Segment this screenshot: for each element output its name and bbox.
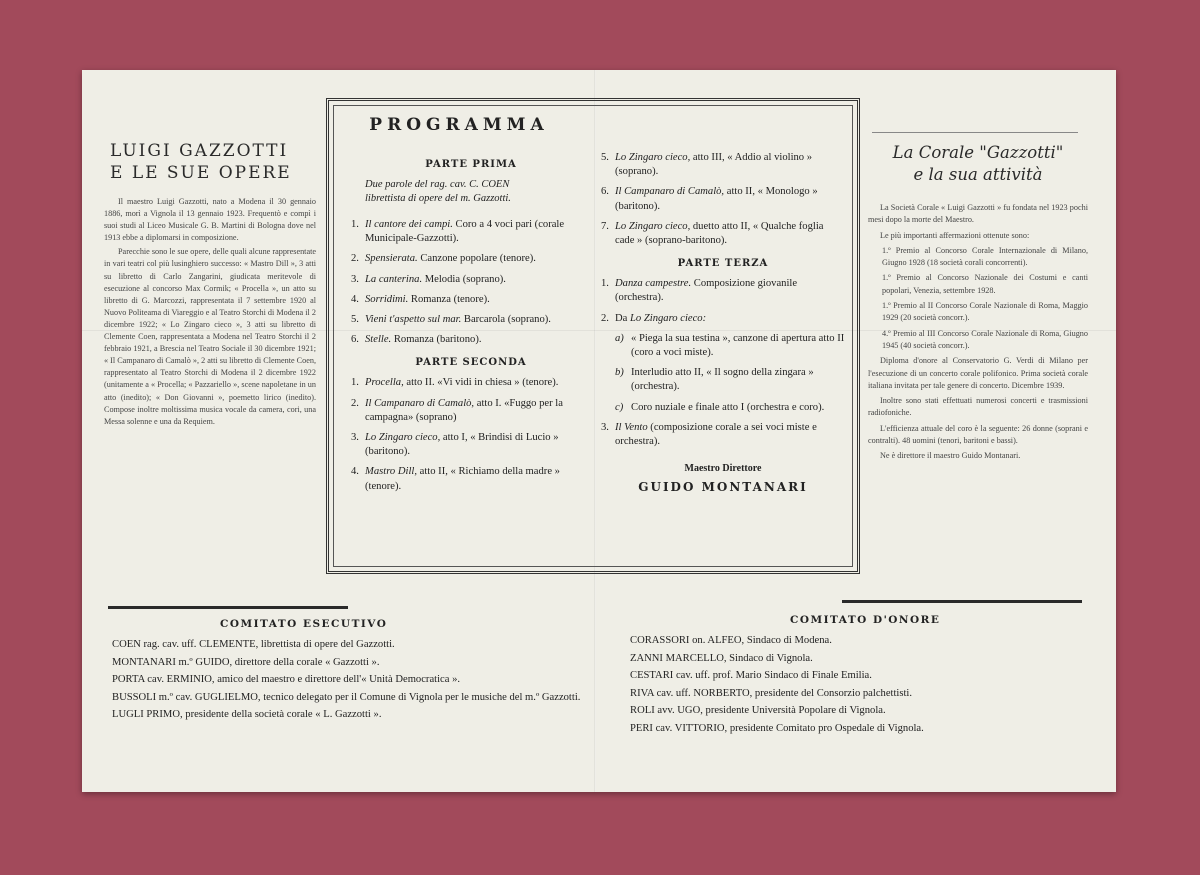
list-item: 3. La canterina. Melodia (soprano). [351, 273, 506, 285]
comitato-esecutivo-title: COMITATO ESECUTIVO [220, 618, 388, 630]
list-item: 5. Lo Zingaro cieco, atto III, « Addio al violino » (soprano). [601, 152, 813, 178]
list-item: 1. Procella, atto II. «Vi vidi in chiesa » (tenore). [351, 377, 559, 389]
programma-box [326, 98, 860, 574]
list-item: CESTARI cav. uff. prof. Mario Sindaco di Finale Emilia. [630, 670, 872, 682]
list-item: CORASSORI on. ALFEO, Sindaco di Modena. [630, 635, 832, 646]
program-sheet [82, 70, 1116, 792]
list-item: 1. Il cantore dei campi. Coro a 4 voci pari (corale Municipale-Gazzotti). [351, 219, 565, 245]
prize-item: 1.º Premio al II Concorso Corale Nazionale di Roma, Maggio 1929 (20 società concorr.). [882, 301, 1088, 323]
list-item: ROLI avv. UGO, presidente Università Popolare di Vignola. [630, 705, 886, 717]
comitato-onore-list [630, 632, 1100, 738]
comitato-onore-title: COMITATO D'ONORE [790, 614, 941, 626]
prize-item: 1.º Premio al Concorso Corale Internazionale di Milano, Giugno 1928 (18 società corali concorrenti). [882, 245, 1088, 268]
list-item: 3. Il Vento (composizione corale a sei voci miste e orchestra). [601, 421, 817, 448]
parte-terza-heading: PARTE TERZA [677, 258, 769, 270]
list-item: a) « Piega la sua testina », canzone di apertura atto II (coro a voci miste). [615, 332, 845, 359]
parte-prima-heading: PARTE PRIMA [425, 159, 517, 170]
biography-paragraph: Parecchie sono le sue opere, delle quali alcune rappresentate in vari teatri col più lusinghiero successo: « Mastro Dill », 3 atti su libretto di Carlo Zangarini, giudicata meritevole di esecuzione al concorso Max Cormik; « Procella », un atto su libretto di G. Marcozzi, rappresentata il 7 settembre 1920 al Nuovo Politeama di Viareggio e al Teatro Storchi di Modena il 2 dicembre 1922; « Lo Zingaro cieco », 3 atti su libretto di Clemente Coen, rappresentata a Modena nel Teatro Storchi il 2 febbraio 1921, a Brescia nel Teatro Sociale il 30 dicembre 1921; « Il Campanaro di Camalò », 2 atti su libretto di Clemente Coen, rappresentato al Teatro Storchi di Modena il 2 dicembre 1922 (unitamente a « Procella; « Pazzariello », scene napoletane in un atto (inedito); « Don Giovanni », poemetto lirico (inedito). Compose inoltre moltissima musica vocale da camera, cori, una Messa solenne e una da Requiem. [104, 247, 316, 426]
list-item: MONTANARI m.º GUIDO, direttore della corale « Gazzotti ». [112, 656, 380, 668]
corale-title: La Corale "Gazzotti" e la sua attività [892, 143, 1064, 184]
list-item: PORTA cav. ERMINIO, amico del maestro e direttore dell'« Unità Democratica ». [112, 674, 461, 686]
list-item: ZANNI MARCELLO, Sindaco di Vignola. [630, 652, 813, 664]
programma-left-column [351, 153, 591, 500]
parte-seconda-heading: PARTE SECONDA [415, 357, 527, 369]
list-item: PERI cav. VITTORIO, presidente Comitato pro Ospedale di Vignola. [630, 722, 924, 734]
biography-paragraph: Il maestro Luigi Gazzotti, nato a Modena il 30 gennaio 1886, morì a Vignola il 13 gennaio 1923. Frequentò e compì i suoi studi al Liceo Musicale G. B. Martini di Bologna dove nel 1913 ebbe a diplomarsi in composizione. [104, 197, 316, 243]
list-item: 5. Vieni t'aspetto sul mar. Barcarola (soprano). [351, 314, 551, 326]
biography-text [104, 196, 316, 428]
parte-prima-intro: Due parole del rag. cav. C. COEN librettista di opere del m. Gazzotti. [365, 179, 511, 204]
list-item: BUSSOLI m.º cav. GUGLIELMO, tecnico delegato per il Comune di Vignola per le musiche del m.º Gazzotti. [112, 691, 581, 703]
list-item: 6. Il Campanaro di Camalò, atto II, « Monologo » (baritono). [601, 186, 818, 212]
list-item: b) Interludio atto II, « Il sogno della zingara » (orchestra). [615, 367, 814, 393]
list-item: LUGLI PRIMO, presidente della società corale « L. Gazzotti ». [112, 709, 382, 721]
list-item: 2. Il Campanaro di Camalò, atto I. «Fuggo per la campagna» (soprano) [351, 397, 563, 423]
corale-text: La Società Corale « Luigi Gazzotti » fu fondata nel 1923 pochi mesi dopo la morte del Maestro. Le più importanti affermazioni ottenute sono: 1.º Premio al Concorso Corale Internazionale di Milano, Giugno 1928 (18 società corali concorrenti). 1.º Premio al Concorso Nazionale dei Costumi e canti popolari, Venezia, settembre 1928. 1.º Premio al II Concorso Corale Nazionale di Roma, Maggio 1929 (20 società concorr.). 4.º Premio al III Concorso Corale Nazionale di Roma, Giugno 1945 (40 società concorr.). Diploma d'onore al Conservatorio G. Verdi di Milano per l'esecuzione di un concerto corale polifonico. Prima società corale italiana invitata per tale genere di concerto. Dicembre 1939. Inoltre sono stati effettuati numerosi concerti e trasmissioni radiofoniche. L'efficienza attuale del coro è la seguente: 26 donne (soprani e contralti). 48 uomini (tenori, baritoni e bassi). Ne è direttore il maestro Guido Montanari. [868, 203, 1088, 461]
list-item: 3. Lo Zingaro cieco, atto I, « Brindisi di Lucio » (baritono). [351, 432, 559, 458]
list-item: RIVA cav. uff. NORBERTO, presidente del Consorzio palchettisti. [630, 687, 913, 699]
list-item: 2. Da Lo Zingaro cieco: [601, 312, 707, 324]
comitato-esecutivo-list [112, 636, 582, 724]
list-item: 7. Lo Zingaro cieco, duetto atto II, « Qualche foglia cade » (soprano-baritono). [601, 220, 824, 247]
list-item: COEN rag. cav. uff. CLEMENTE, librettista di opere del Gazzotti. [112, 639, 395, 650]
right-rule [842, 600, 1082, 603]
gazzotti-biography [104, 140, 316, 430]
left-rule [108, 606, 348, 609]
list-item: 2. Spensierata. Canzone popolare (tenore). [351, 253, 536, 265]
list-item: 4. Sorridimi. Romanza (tenore). [351, 293, 490, 305]
prize-item: 4.º Premio al III Concorso Corale Nazionale di Roma, Giugno 1945 (40 società concorr.). [882, 328, 1088, 350]
corale-activity [868, 142, 1088, 466]
list-item: 6. Stelle. Romanza (baritono). [351, 334, 482, 346]
maestro-direttore-name: GUIDO MONTANARI [638, 480, 808, 495]
prize-item: 1.º Premio al Concorso Nazionale dei Costumi e canti popolari, Venezia, settembre 1928. [882, 273, 1088, 295]
biography-title: LUIGI GAZZOTTI E LE SUE OPERE [110, 141, 292, 183]
programma-right-column [601, 151, 845, 494]
maestro-direttore-label: Maestro Direttore [684, 463, 762, 475]
programma-title: PROGRAMMA [369, 115, 549, 135]
list-item: c) Coro nuziale e finale atto I (orchestra e coro). [615, 401, 825, 413]
list-item: 4. Mastro Dill, atto II, « Richiamo della madre » (tenore). [351, 466, 560, 492]
list-item: 1. Danza campestre. Composizione giovanile (orchestra). [601, 278, 798, 304]
